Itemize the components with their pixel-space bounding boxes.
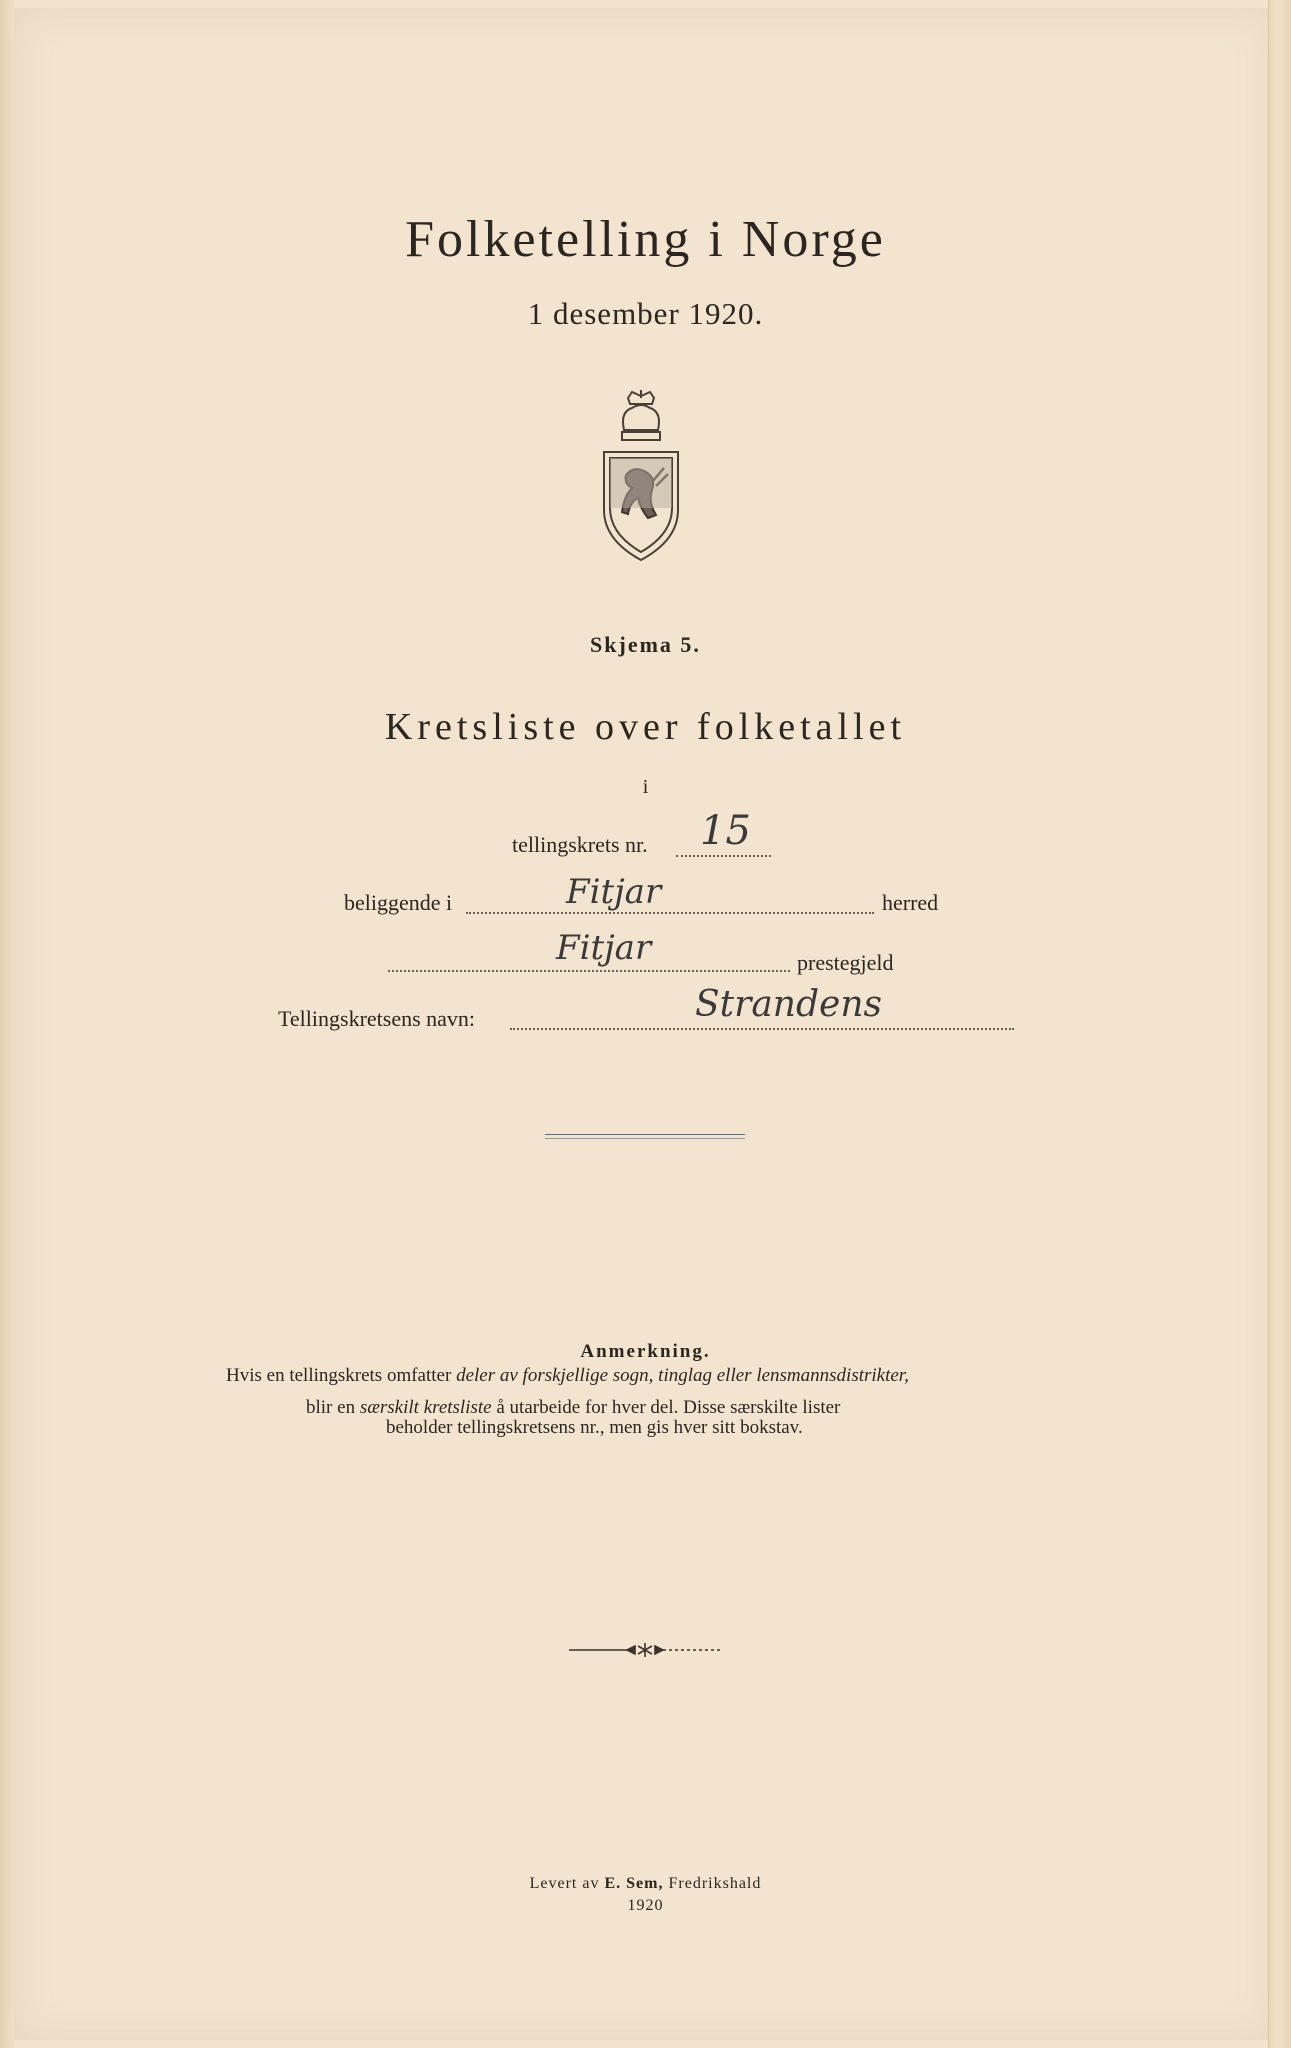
connector-i: i <box>642 776 649 798</box>
document-date: 1 desember 1920. <box>527 296 764 331</box>
printer-credit: Levert av E. Sem, Fredrikshald <box>529 1875 762 1892</box>
note-line-3: beholder tellingskretsens nr., men gis hver sitt bokstav. <box>386 1417 803 1438</box>
ornament-divider-icon <box>565 1640 725 1660</box>
navn-value: Strandens <box>695 984 882 1025</box>
printer-year: 1920 <box>627 1897 664 1914</box>
beliggende-line <box>466 912 874 914</box>
note-line-1: Hvis en tellingskrets omfatter deler av forskjellige sogn, tinglag eller lensmannsdistrikter, <box>226 1365 909 1386</box>
divider-rule <box>545 1134 745 1139</box>
tellingskrets-line <box>676 855 771 857</box>
beliggende-label: beliggende i <box>344 890 453 915</box>
navn-label: Tellingskretsens navn: <box>278 1006 476 1031</box>
note-line-2: blir en særskilt kretsliste å utarbeide for hver del. Disse særskilte lister <box>306 1397 841 1418</box>
prestegjeld-label: prestegjeld <box>797 950 894 975</box>
navn-line <box>510 1028 1014 1030</box>
schema-number: Skjema 5. <box>590 632 701 657</box>
herred-label: herred <box>882 890 939 915</box>
tellingskrets-label: tellingskrets nr. <box>512 832 648 857</box>
document-title: Folketelling i Norge <box>405 211 886 268</box>
prestegjeld-value: Fitjar <box>556 928 652 968</box>
prestegjeld-line <box>388 970 790 972</box>
coat-of-arms-icon <box>596 390 686 565</box>
tellingskrets-value: 15 <box>700 808 751 854</box>
beliggende-value: Fitjar <box>566 872 662 912</box>
form-heading: Kretsliste over folketallet <box>384 706 907 748</box>
note-title: Anmerkning. <box>580 1341 711 1362</box>
